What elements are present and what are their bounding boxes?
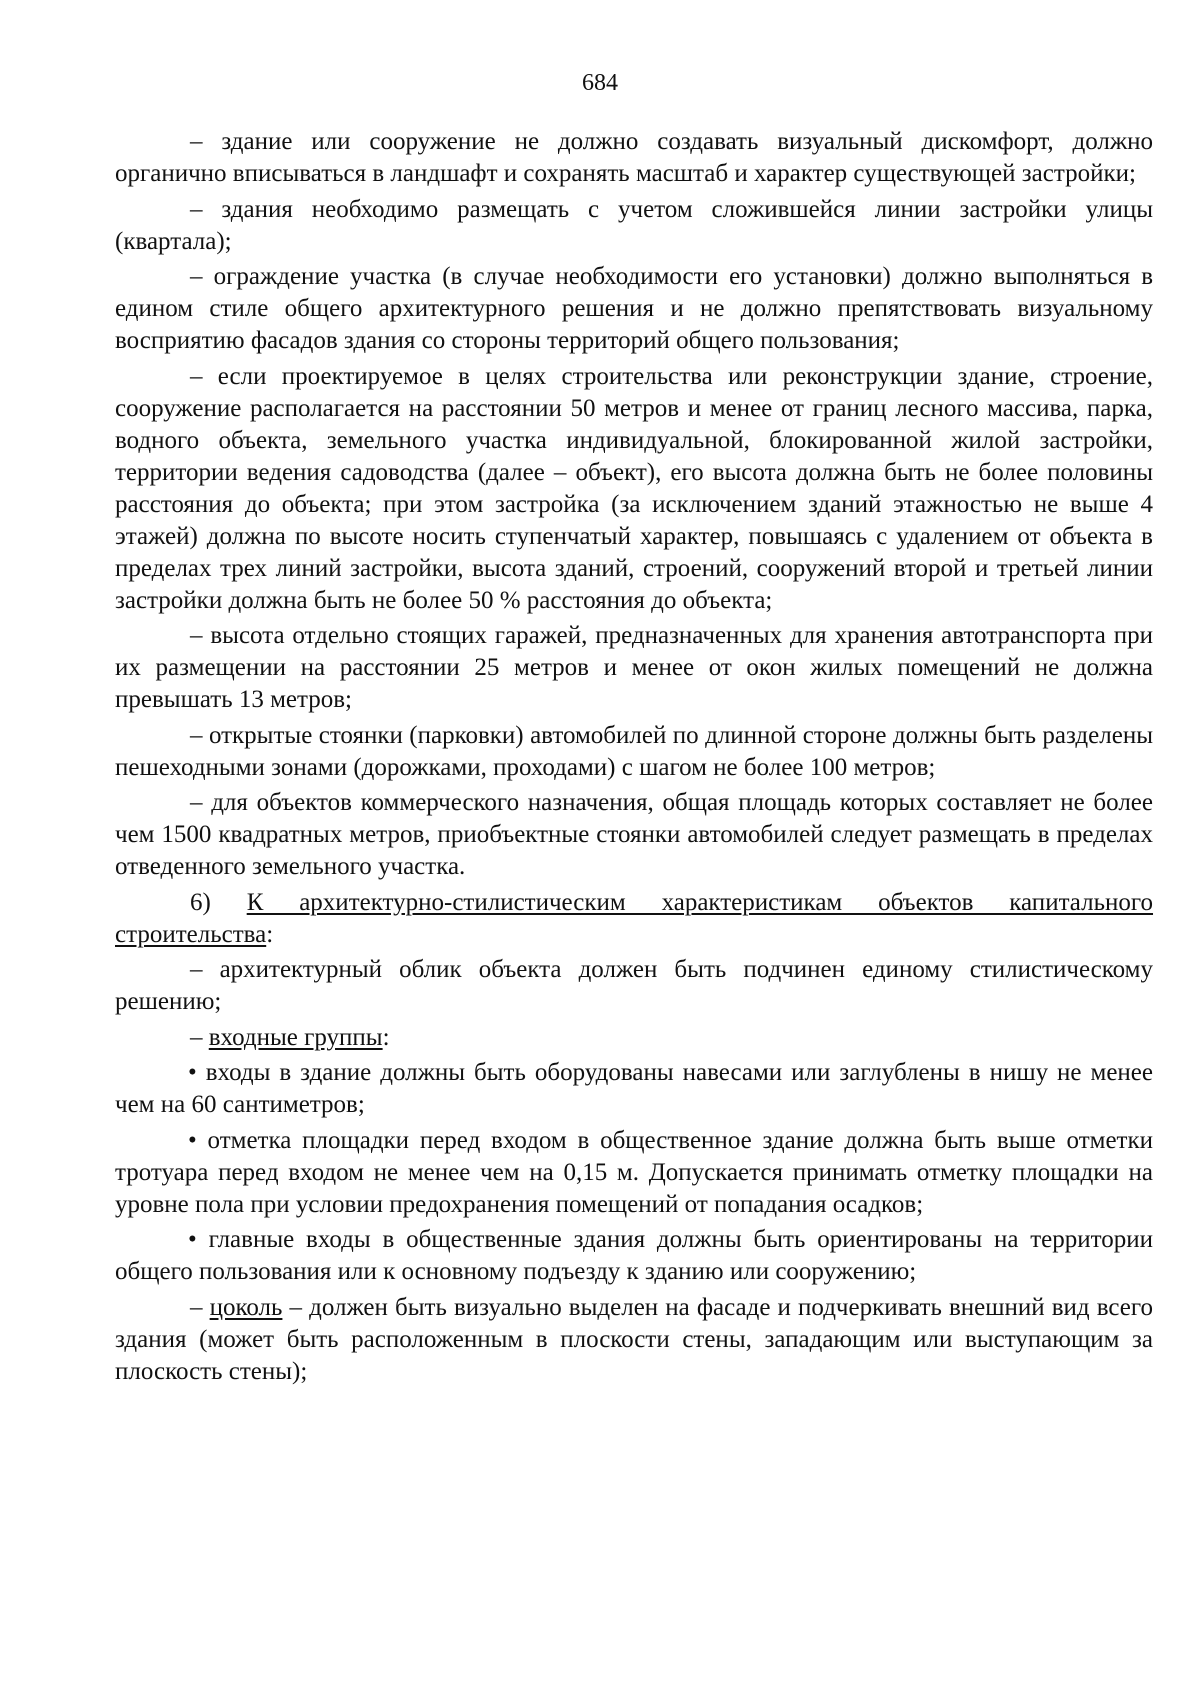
paragraph-building-line	[115, 194, 1153, 258]
paragraph-fence	[115, 261, 1153, 357]
subheading-underlined: входные группы	[208, 1023, 383, 1051]
heading-underlined: К архитектурно-стилистическим характеристикам объектов капитального строительства	[115, 888, 1154, 948]
bullet-main-entrances	[115, 1224, 1153, 1288]
subheading-suffix: :	[382, 1023, 390, 1051]
bullet-text: входы в здание должны быть оборудованы навесами или заглублены в нишу не менее чем на 60 сантиметров;	[115, 1059, 1153, 1118]
plinth-prefix: –	[190, 1293, 210, 1321]
paragraph-garages	[115, 620, 1153, 716]
paragraph-visual-comfort	[115, 126, 1153, 190]
subheading-entrance-groups	[115, 1022, 1153, 1054]
bullet-text: отметка площадки перед входом в общественное здание должна быть выше отметки тротуара перед входом не менее чем на 0,15 м. Допускается принимать отметку площадки на уровне пола при условии предохранения помещений от попадания осадков;	[115, 1126, 1154, 1218]
paragraph-text: – высота отдельно стоящих гаражей, предназначенных для хранения автотранспорта при их размещении на расстоянии 25 метров и менее от окон жилых помещений не должна превышать 13 метров;	[115, 622, 1153, 713]
paragraph-text: – открытые стоянки (парковки) автомобилей по длинной стороне должны быть разделены пешеходными зонами (дорожками, проходами) с шагом не более 100 метров;	[115, 721, 1153, 781]
paragraph-text: – если проектируемое в целях строительства или реконструкции здание, строение, сооружение располагается на расстоянии 50 метров и менее от границ лесного массива, парка, водного объекта, земельного участка индивидуальной, блокированной жилой застройки, территории ведения садоводства (далее – объект), его высота должна быть не более половины расстояния до объекта; при этом застройка (за исключением зданий этажностью не выше 4 этажей) должна по высоте носить ступенчатый характер, повышаясь с удалением от объекта в пределах трех линий застройки, высота зданий, строений, сооружений второй и третьей линии застройки должна быть не более 50 % расстояния до объекта;	[115, 362, 1153, 614]
paragraph-height-limit	[115, 361, 1153, 617]
plinth-underlined: цоколь	[209, 1293, 283, 1321]
bullet-icon: •	[188, 1126, 197, 1154]
paragraph-text: – ограждение участка (в случае необходимости его установки) должно выполняться в едином стиле общего архитектурного решения и не должно препятствовать визуальному восприятию фасадов здания со стороны территорий общего пользования;	[115, 263, 1153, 354]
heading-prefix: 6)	[190, 888, 247, 916]
paragraph-architectural-style	[115, 954, 1153, 1018]
bullet-platform-level	[115, 1125, 1153, 1221]
heading-suffix: :	[266, 920, 274, 948]
plinth-suffix: – должен быть визуально выделен на фасаде и подчеркивать внешний вид всего здания (может быть расположенным в плоскости стены, западающим или выступающим за плоскость стены);	[115, 1293, 1154, 1385]
bullet-icon: •	[188, 1226, 197, 1253]
paragraph-parking	[115, 720, 1153, 784]
paragraph-text: – здание или сооружение не должно создавать визуальный дискомфорт, должно органично вписываться в ландшафт и сохранять масштаб и характер существующей застройки;	[115, 128, 1153, 187]
paragraph-plinth	[115, 1292, 1153, 1388]
paragraph-text: – здания необходимо размещать с учетом сложившейся линии застройки улицы (квартала);	[115, 195, 1153, 255]
page-number: 684	[582, 70, 618, 96]
bullet-text: главные входы в общественные здания должны быть ориентированы на территории общего пользования или к основному подъезду к зданию или сооружению;	[115, 1226, 1153, 1285]
bullet-icon: •	[188, 1059, 197, 1086]
document-body	[115, 126, 1153, 1391]
paragraph-text: – для объектов коммерческого назначения, общая площадь которых составляет не более чем 1500 квадратных метров, приобъектные стоянки автомобилей следует размещать в пределах отведенного земельного участка.	[115, 789, 1153, 880]
section-heading-6	[115, 887, 1153, 951]
paragraph-commercial-objects	[115, 787, 1153, 883]
paragraph-text: – архитектурный облик объекта должен быть подчинен единому стилистическому решению;	[115, 956, 1153, 1015]
subheading-prefix: –	[190, 1023, 209, 1051]
bullet-canopies	[115, 1057, 1153, 1121]
